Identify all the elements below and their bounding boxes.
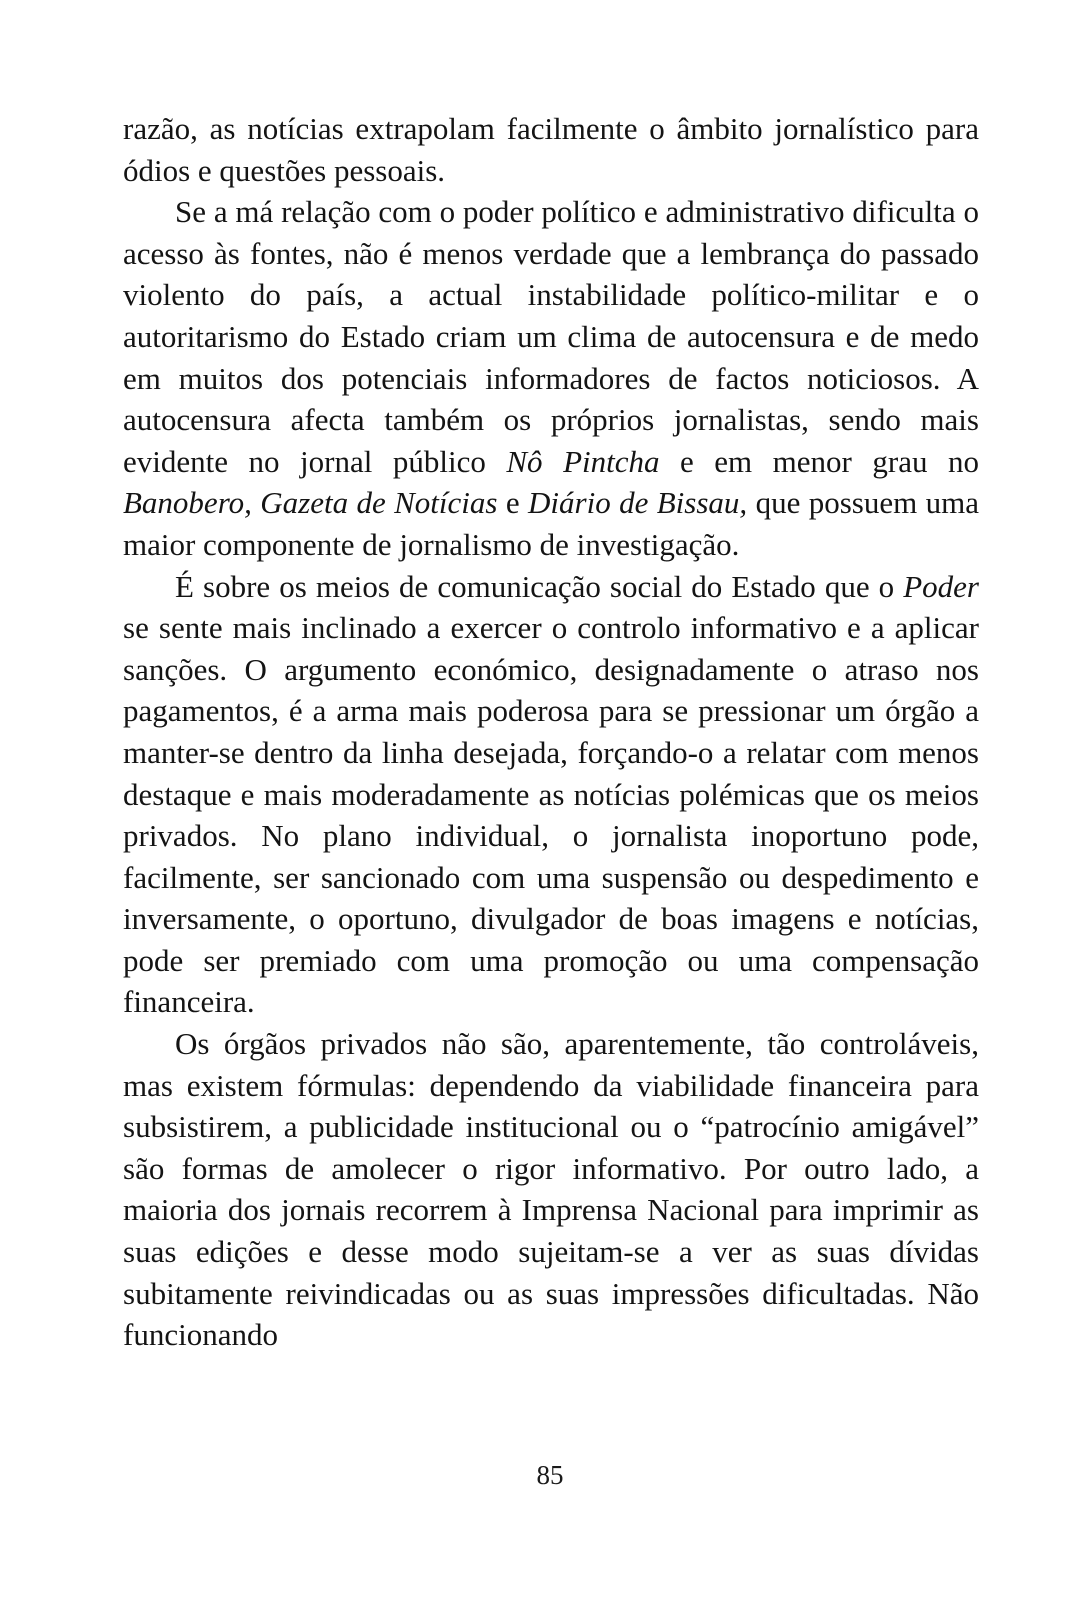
paragraph-2-text-4: que possuem uma maior componente de jornalismo de investigação. xyxy=(123,485,979,562)
paragraph-3-text-1: É sobre os meios de comunicação social do Estado que o xyxy=(175,568,904,604)
poder-italic: Poder xyxy=(903,568,979,604)
paragraph-3-text-2: se sente mais inclinado a exercer o controlo informativo e a aplicar sanções. O argumento económico, designadamente o atraso nos pagamentos, é a arma mais poderosa para se pressionar um órgão a manter-se dentro da linha desejada, forçando-o a relatar com menos destaque e mais moderadamente as notícias polémicas que os meios privados. No plano individual, o jornalista inoportuno pode, facilmente, ser sancionado com uma suspensão ou despedimento e inversamente, o oportuno, divulgador de boas imagens e notícias, pode ser premiado com uma promoção ou uma compensação financeira. xyxy=(123,610,979,1020)
paragraph-4-text: Os órgãos privados não são, aparentemente, tão controláveis, mas existem fórmulas: dependendo da viabilidade financeira para subsistirem, a publicidade institucional ou o “patrocínio amigável” são formas de amolecer o rigor informativo. Por outro lado, a maioria dos jornais recorrem à Imprensa Nacional para imprimir as suas edições e desse modo sujeitam-se a ver as suas dívidas subitamente reivindicadas ou as suas impressões dificultadas. Não funcionando xyxy=(123,1026,979,1353)
paragraph-4 xyxy=(123,1023,979,1356)
paragraph-2-text-2: e em menor grau no xyxy=(659,443,979,479)
newspaper-titles-banobero-gazeta: Banobero, Gazeta de Notícias xyxy=(123,485,498,521)
paragraph-3 xyxy=(123,566,979,1024)
paragraph-1-text: razão, as notícias extrapolam facilmente o âmbito jornalístico para ódios e questões pessoais. xyxy=(123,111,979,188)
body-text xyxy=(123,108,979,1356)
newspaper-title-diario-de-bissau: Diário de Bissau, xyxy=(528,485,748,521)
paragraph-2-text-1: Se a má relação com o poder político e administrativo dificulta o acesso às fontes, não é menos verdade que a lembrança do passado violento do país, a actual instabilidade político-militar e o autoritarismo do Estado criam um clima de autocensura e de medo em muitos dos potenciais informadores de factos noticiosos. A autocensura afecta também os próprios jornalistas, sendo mais evidente no jornal público xyxy=(123,194,979,479)
page-number: 85 xyxy=(536,1460,564,1490)
paragraph-1 xyxy=(123,108,979,191)
newspaper-title-no-pintcha: Nô Pintcha xyxy=(506,443,660,479)
paragraph-2 xyxy=(123,191,979,565)
paragraph-2-text-3: e xyxy=(497,485,529,521)
